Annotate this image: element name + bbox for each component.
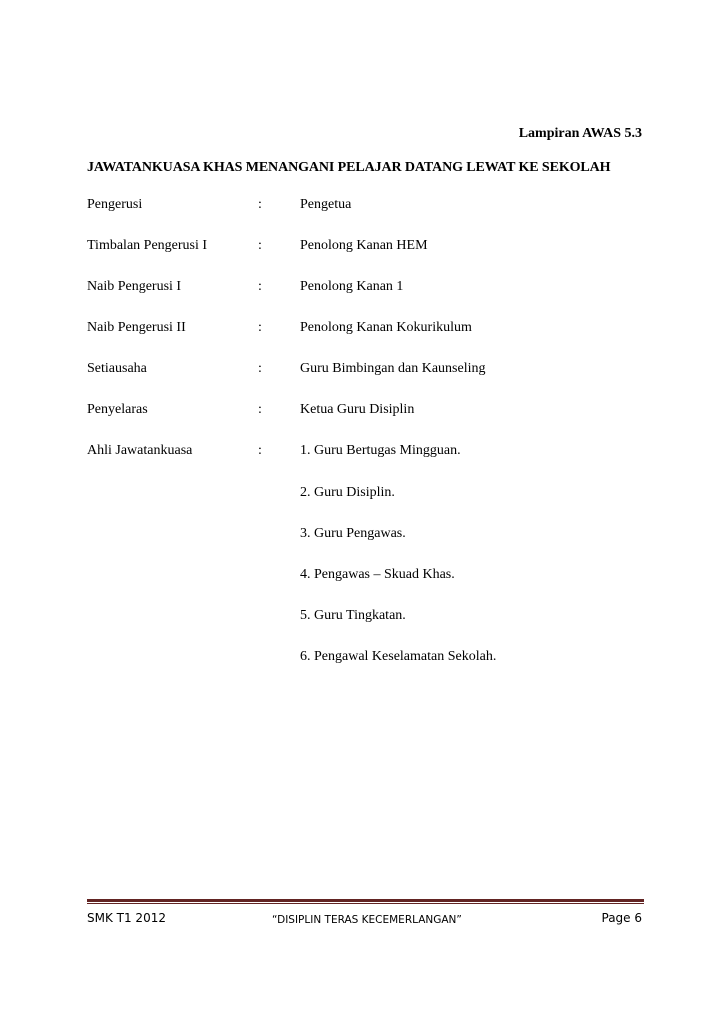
row-separator: : [258, 402, 262, 417]
row-label: Setiausaha [87, 361, 147, 376]
row-value: Pengetua [300, 197, 352, 212]
row-separator: : [258, 197, 262, 212]
appendix-reference: Lampiran AWAS 5.3 [518, 126, 642, 141]
row-label: Ahli Jawatankuasa [87, 443, 193, 458]
footer-school-year: SMK T1 2012 [87, 911, 166, 925]
footer-divider-thick [87, 899, 644, 902]
member-list-item: 3. Guru Pengawas. [300, 526, 406, 541]
member-list-item: 6. Pengawal Keselamatan Sekolah. [300, 649, 497, 664]
row-value: Ketua Guru Disiplin [300, 402, 415, 417]
row-value: Penolong Kanan Kokurikulum [300, 320, 472, 335]
row-label: Pengerusi [87, 197, 143, 212]
row-separator: : [258, 238, 262, 253]
row-value: Penolong Kanan 1 [300, 279, 404, 294]
row-label: Penyelaras [87, 402, 148, 417]
row-label: Timbalan Pengerusi I [87, 238, 208, 253]
row-separator: : [258, 361, 262, 376]
footer-divider-thin [87, 903, 644, 904]
member-list-item: 5. Guru Tingkatan. [300, 608, 406, 623]
row-value: 1. Guru Bertugas Mingguan. [300, 443, 461, 458]
member-list-item: 4. Pengawas – Skuad Khas. [300, 567, 455, 582]
footer-motto: “DISIPLIN TERAS KECEMERLANGAN” [272, 914, 462, 926]
row-separator: : [258, 443, 262, 458]
footer-page-number: Page 6 [601, 911, 642, 925]
row-value: Penolong Kanan HEM [300, 238, 428, 253]
row-label: Naib Pengerusi II [87, 320, 186, 335]
member-list-item: 2. Guru Disiplin. [300, 485, 395, 500]
row-value: Guru Bimbingan dan Kaunseling [300, 361, 486, 376]
document-title: JAWATANKUASA KHAS MENANGANI PELAJAR DATANG LEWAT KE SEKOLAH [87, 160, 611, 175]
row-label: Naib Pengerusi I [87, 279, 182, 294]
row-separator: : [258, 320, 262, 335]
row-separator: : [258, 279, 262, 294]
